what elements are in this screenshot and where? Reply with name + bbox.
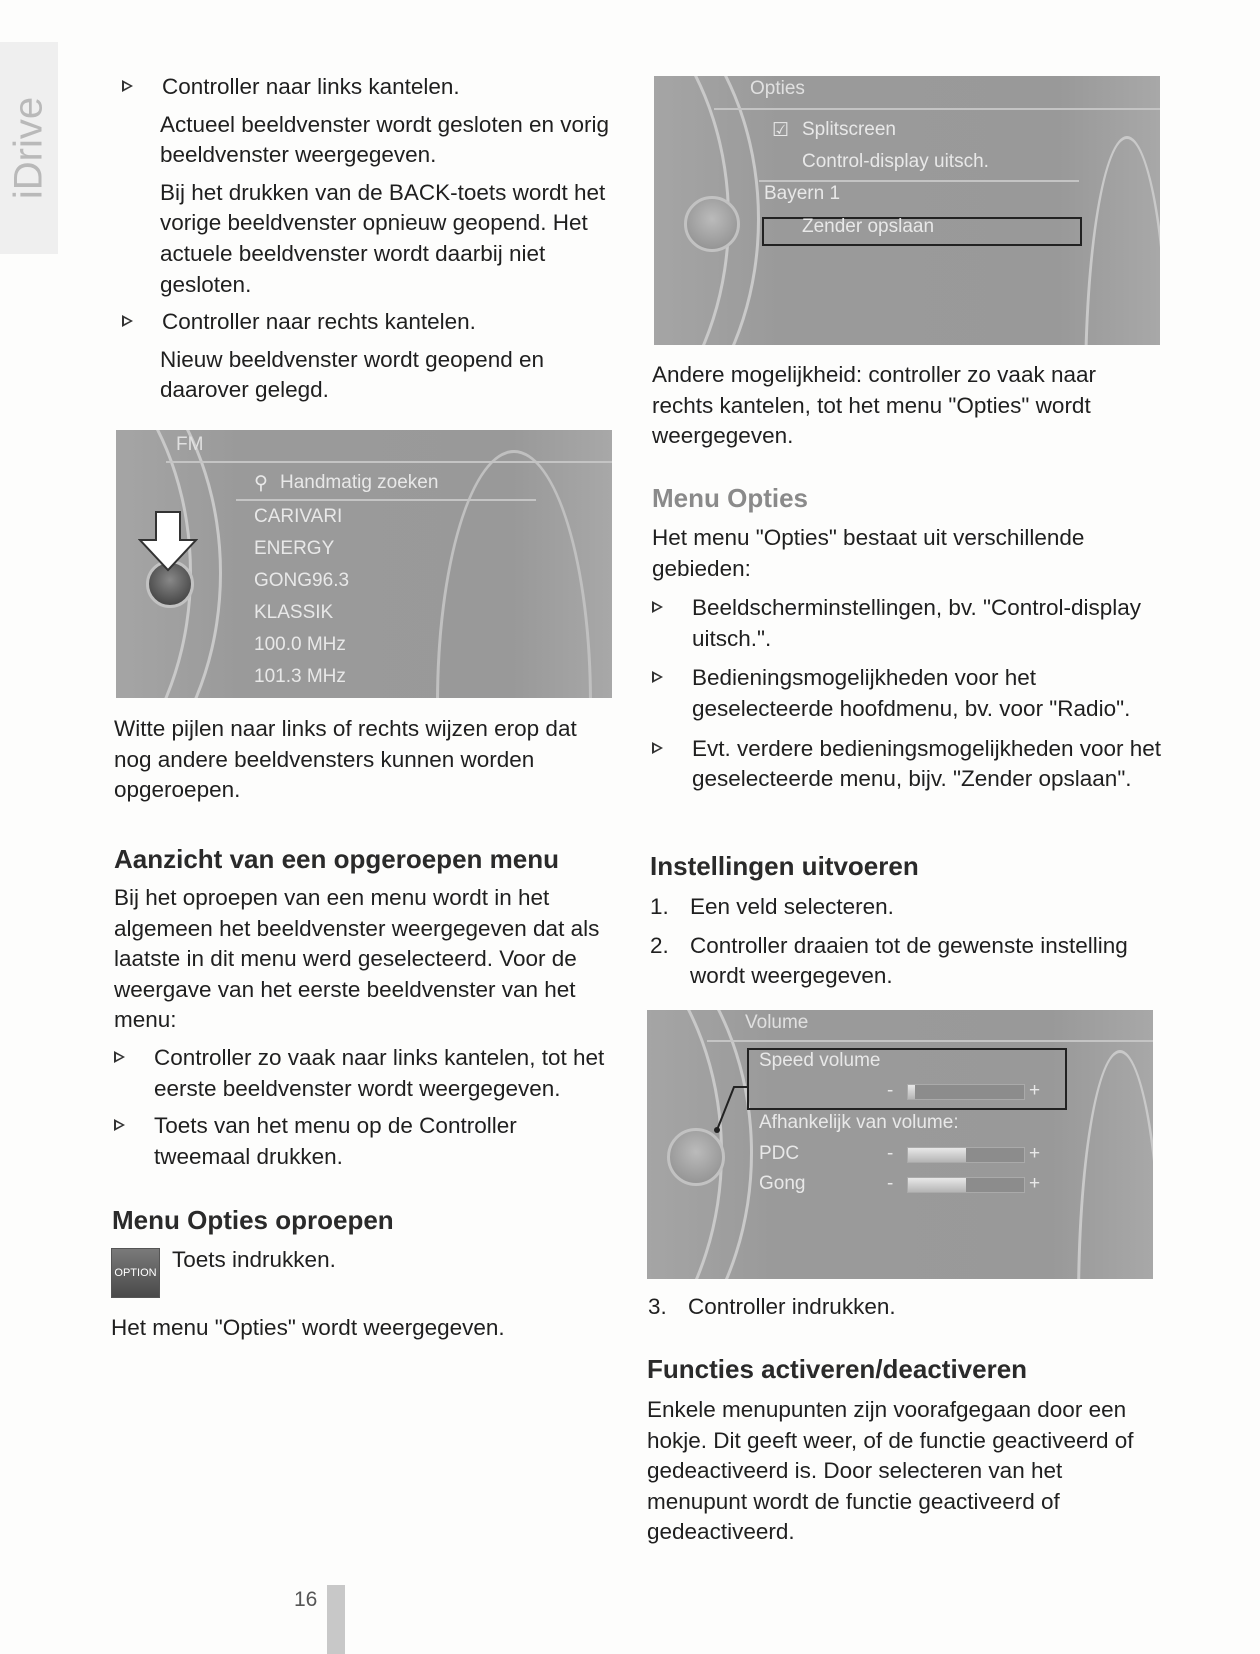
triangle-bullet-icon <box>114 1119 125 1131</box>
bullet-text: Bedieningsmogelijkheden voor het geselecteerde hoofdmenu, bv. voor "Radio". <box>692 665 1131 721</box>
list-item: Zender opslaan <box>802 216 935 237</box>
step-item <box>650 892 1162 923</box>
paragraph: Bij het oproepen van een menu wordt in het algemeen het beeldvenster weergegeven dat als laatste in dit menu werd geselecteerd. Voor de weergave van het eerste beeldvenster van het menu: <box>114 885 600 1033</box>
minus-icon: - <box>887 1143 894 1164</box>
step-number: 1. <box>650 894 669 919</box>
opties-screen-title: Opties <box>750 78 805 99</box>
bullet-text: Controller naar rechts kantelen. <box>162 309 476 335</box>
gong-slider[interactable] <box>907 1177 1025 1193</box>
paragraph: Toets indrukken. <box>172 1247 336 1272</box>
down-arrow-icon <box>138 510 198 572</box>
bullet-item <box>122 72 622 103</box>
minus-icon: - <box>887 1173 894 1194</box>
step-text: Een veld selecteren. <box>690 894 894 919</box>
bullet-text: Controller naar links kantelen. <box>162 74 460 99</box>
bullet-text: Toets van het menu op de Controller tweemaal drukken. <box>154 1113 517 1169</box>
heading-menu-opties: Menu Opties <box>652 483 809 513</box>
paragraph: Actueel beeldvenster wordt gesloten en vorig beeldvenster weergegeven. <box>160 111 610 168</box>
step-number: 3. <box>648 1294 667 1319</box>
fm-screen-title: FM <box>176 434 204 455</box>
option-button-icon: OPTION <box>111 1248 160 1298</box>
controller-knob-icon <box>684 196 740 252</box>
step-text: Controller indrukken. <box>688 1294 896 1319</box>
paragraph: Nieuw beeldvenster wordt geopend en daarover gelegd. <box>160 346 545 403</box>
section-tab <box>0 42 58 254</box>
page-marker-bar <box>327 1585 345 1654</box>
bullet-item <box>122 307 622 338</box>
fm-screen-image <box>116 430 612 698</box>
menu-opties-section <box>652 523 1162 795</box>
controller-knob-icon <box>667 1128 725 1186</box>
list-item: Bayern 1 <box>764 183 841 204</box>
triangle-bullet-icon <box>122 315 133 327</box>
list-item: KLASSIK <box>254 602 334 623</box>
aanzicht-section <box>114 883 614 1172</box>
pdc-slider[interactable] <box>907 1147 1025 1163</box>
bullet-item <box>114 1111 614 1172</box>
paragraph: Het menu "Opties" bestaat uit verschillende gebieden: <box>652 525 1085 581</box>
triangle-bullet-icon <box>652 601 663 613</box>
list-item: Control-display uitsch. <box>802 151 989 172</box>
steps-list <box>648 1292 1160 1323</box>
section-tab-label: iDrive <box>6 96 51 200</box>
plus-icon: + <box>1029 1173 1041 1194</box>
paragraph: Andere mogelijkheid: controller zo vaak naar rechts kantelen, tot het menu "Opties" wordt weergegeven. <box>652 362 1096 449</box>
volume-screen-title: Volume <box>745 1012 809 1033</box>
opties-screen-image <box>654 76 1160 345</box>
checkbox-checked-icon: ☑ <box>772 120 790 141</box>
paragraph: Bij het drukken van de BACK-toets wordt het vorige beeldvenster opnieuw geopend. Het actuele beeldvenster wordt daarbij niet gesloten. <box>160 179 606 297</box>
bullet-item <box>652 734 1162 795</box>
list-item: Handmatig zoeken <box>280 472 439 493</box>
bullet-item <box>114 1043 614 1104</box>
heading-menu-opties-oproepen: Menu Opties oproepen <box>112 1205 394 1235</box>
list-item: Splitscreen <box>802 119 896 140</box>
step-item <box>648 1292 1160 1323</box>
plus-icon: + <box>1029 1080 1041 1101</box>
bullet-text: Controller zo vaak naar links kantelen, tot het eerste beeldvenster wordt weergegeven. <box>154 1044 605 1101</box>
bullet-item <box>652 663 1162 724</box>
minus-icon: - <box>887 1080 894 1101</box>
bullet-item <box>652 593 1162 654</box>
triangle-bullet-icon <box>114 1051 125 1063</box>
setting-label: Gong <box>759 1173 806 1194</box>
step-number: 2. <box>650 932 669 958</box>
setting-label: PDC <box>759 1143 800 1164</box>
page-number: 16 <box>294 1588 318 1611</box>
paragraph: Witte pijlen naar links of rechts wijzen erop dat nog andere beeldvensters kunnen worden opgeroepen. <box>114 716 577 803</box>
step-item <box>650 931 1162 992</box>
heading-aanzicht: Aanzicht van een opgeroepen menu <box>114 844 559 874</box>
list-item: 101.3 MHz <box>254 666 346 687</box>
speed-volume-slider[interactable] <box>907 1084 1025 1100</box>
step-text: Controller draaien tot de gewenste instelling wordt weergegeven. <box>690 932 1128 989</box>
heading-instellingen: Instellingen uitvoeren <box>650 851 919 881</box>
bullet-text: Evt. verdere bedieningsmogelijkheden voor het geselecteerde menu, bijv. "Zender opslaan". <box>692 735 1162 792</box>
setting-label: Afhankelijk van volume: <box>759 1112 959 1133</box>
volume-screen-image <box>647 1010 1153 1279</box>
tilt-left-section <box>122 72 622 406</box>
paragraph: Het menu "Opties" wordt weergegeven. <box>111 1315 505 1340</box>
setting-label: Speed volume <box>759 1050 881 1071</box>
list-item: GONG96.3 <box>254 570 350 591</box>
list-item: 100.0 MHz <box>254 634 346 655</box>
triangle-bullet-icon <box>122 80 133 92</box>
triangle-bullet-icon <box>652 671 663 683</box>
list-item: CARIVARI <box>254 506 343 527</box>
list-item: ENERGY <box>254 538 335 559</box>
pointer-line-icon <box>712 1085 752 1135</box>
steps-list <box>650 892 1162 992</box>
bullet-text: Beeldscherminstellingen, bv. "Control-display uitsch.". <box>692 595 1142 651</box>
triangle-bullet-icon <box>652 742 663 754</box>
paragraph: Enkele menupunten zijn voorafgegaan door een hokje. Dit geeft weer, of de functie geactiveerd of gedeactiveerd is. Door selecteren van het menupunt wordt de functie geactiveerd of gedeactiveerd. <box>647 1397 1134 1545</box>
plus-icon: + <box>1029 1143 1041 1164</box>
heading-functies: Functies activeren/deactiveren <box>647 1354 1028 1384</box>
search-icon: ⚲ <box>254 473 268 494</box>
